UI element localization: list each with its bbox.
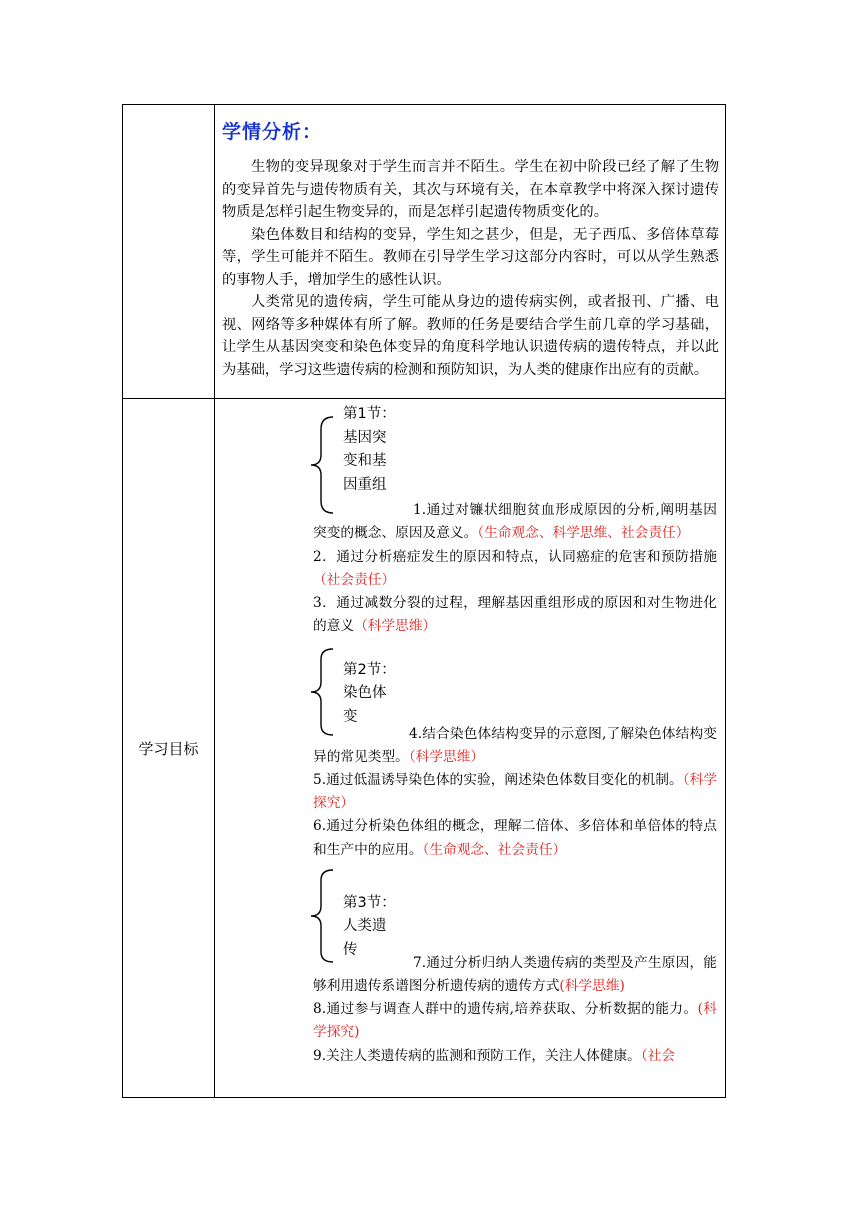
goal-text: 6.通过分析染色体组的概念，理解二倍体、多倍体和单倍体的特点和生产中的应用。: [313, 818, 717, 858]
goals-cell: [215, 399, 726, 1098]
goal-item: [313, 769, 717, 815]
goal-tag: （社会: [640, 1047, 676, 1064]
goal-item: [313, 1045, 717, 1068]
goal-text: 8.通过参与调查人群中的遗传病,培养获取、分析数据的能力。: [313, 1001, 698, 1018]
analysis-paragraph: 染色体数目和结构的变异，学生知之甚少，但是，无子西瓜、多倍体草莓等，学生可能并不陌生。教师在引导学生学习这部分内容时，可以从学生熟悉的事物人手，增加学生的感性认识。: [222, 226, 719, 288]
goal-item: [313, 546, 717, 592]
goal-text: 3．通过减数分裂的过程，理解基因重组形成的原因和对生物进化的意义: [313, 595, 717, 635]
goal-tag: （生命观念、科学思维、社会责任）: [477, 525, 690, 542]
section-title: 第2节：染色体变: [343, 661, 396, 725]
section-1: [313, 399, 717, 511]
left-brace-icon: [307, 868, 335, 964]
row-label-empty: [123, 105, 215, 399]
left-brace-icon: [307, 415, 335, 515]
analysis-paragraph: 生物的变异现象对于学生而言并不陌生。学生在初中阶段已经了解了生物的变异首先与遗传物质有关，其次与环境有关，在本章教学中将深入探讨遗传物质是怎样引起生物变异的，而是怎样引起遗传物质变化的。: [222, 159, 719, 220]
goal-tag: （生命观念、社会责任）: [422, 841, 567, 858]
goals-content: [313, 399, 717, 1067]
goal-tag: (科学思维): [559, 977, 625, 994]
goal-text: 2．通过分析癌症发生的原因和特点，认同癌症的危害和预防措施: [313, 548, 717, 565]
goal-text: 1.通过对镰状细胞贫血形成原因的分析,阐明基因突变的概念、原因及意义。: [313, 502, 717, 542]
analysis-row: [123, 105, 726, 399]
goal-item: [313, 592, 717, 638]
goal-tag: （科学探究）: [313, 771, 718, 812]
goal-text: 4.结合染色体结构变异的示意图,了解染色体结构变异的常见类型。: [313, 725, 717, 765]
lesson-plan-table: [122, 104, 726, 1098]
goals-row: [123, 399, 726, 1098]
goal-text: 7.通过分析归纳人类遗传病的类型及产生原因，能够利用遗传系谱图分析遗传病的遗传方式: [313, 954, 717, 994]
goal-tag: (科学探究): [313, 1001, 717, 1041]
goal-tag: （社会责任）: [313, 571, 396, 588]
left-brace-icon: [307, 647, 335, 737]
analysis-cell: [215, 105, 726, 399]
goal-tag: （科学思维）: [408, 748, 485, 765]
section-title: 第3节：人类遗传: [343, 894, 396, 958]
section-3: [313, 868, 717, 972]
goals-label: 学习目标: [123, 399, 215, 1098]
goal-tag: （科学思维）: [354, 618, 437, 635]
goal-text: 9.关注人类遗传病的监测和预防工作，关注人体健康。: [313, 1047, 641, 1064]
analysis-paragraph: 人类常见的遗传病，学生可能从身边的遗传病实例，或者报刊、广播、电视、网络等多种媒体有所了解。教师的任务是要结合学生前几章的学习基础，让学生从基因突变和染色体变异的角度科学地认识遗传病的遗传特点，并以此为基础，学习这些遗传病的检测和预防知识，为人类的健康作出应有的贡献。: [222, 294, 719, 378]
analysis-title: 学情分析：: [222, 121, 323, 143]
section-title: 第1节：基因突变和基因重组: [343, 406, 396, 493]
goal-text: 5.通过低温诱导染色体的实验，阐述染色体数目变化的机制。: [313, 771, 683, 788]
goal-item: [313, 815, 717, 861]
section-2: [313, 643, 717, 739]
goal-item: [313, 998, 717, 1044]
